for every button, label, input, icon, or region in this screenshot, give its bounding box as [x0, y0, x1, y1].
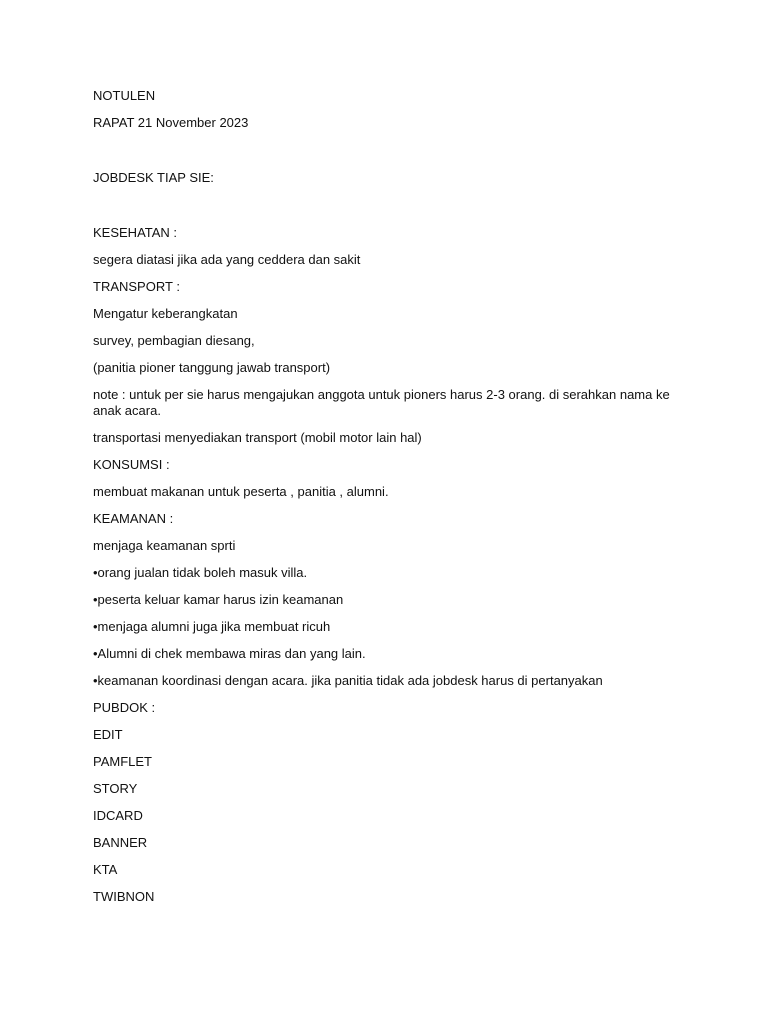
keamanan-bullet-5: •keamanan koordinasi dengan acara. jika panitia tidak ada jobdesk harus di pertanyakan: [93, 673, 603, 688]
section-heading-konsumsi: KONSUMSI :: [93, 457, 170, 472]
pubdok-item-story: STORY: [93, 781, 138, 796]
section-heading-pubdok: PUBDOK :: [93, 700, 156, 715]
keamanan-bullet-2: •peserta keluar kamar harus izin keamanan: [93, 592, 344, 607]
konsumsi-text: membuat makanan untuk peserta , panitia , alumni.: [93, 484, 389, 499]
kesehatan-text: segera diatasi jika ada yang ceddera dan sakit: [93, 252, 361, 267]
pubdok-item-pamflet: PAMFLET: [93, 754, 152, 769]
transport-text-1: Mengatur keberangkatan: [93, 306, 238, 321]
section-heading-kesehatan: KESEHATAN :: [93, 225, 178, 240]
pubdok-item-banner: BANNER: [93, 835, 148, 850]
keamanan-bullet-1: •orang jualan tidak boleh masuk villa.: [93, 565, 308, 580]
keamanan-intro: menjaga keamanan sprti: [93, 538, 236, 553]
pubdok-item-kta: KTA: [93, 862, 118, 877]
section-heading-transport: TRANSPORT :: [93, 279, 180, 294]
transport-text-4: transportasi menyediakan transport (mobil motor lain hal): [93, 430, 422, 445]
transport-note: note : untuk per sie harus mengajukan anggota untuk pioners harus 2-3 orang. di serahkan nama ke anak acara.: [93, 387, 674, 418]
document-body: [93, 88, 683, 905]
transport-text-2: survey, pembagian diesang,: [93, 333, 255, 348]
meeting-date: RAPAT 21 November 2023: [93, 115, 249, 130]
pubdok-item-edit: EDIT: [93, 727, 123, 742]
pubdok-item-idcard: IDCARD: [93, 808, 143, 823]
doc-title: NOTULEN: [93, 88, 156, 103]
section-heading-keamanan: KEAMANAN :: [93, 511, 174, 526]
section-heading-jobdesk: JOBDESK TIAP SIE:: [93, 170, 214, 185]
keamanan-bullet-4: •Alumni di chek membawa miras dan yang lain.: [93, 646, 366, 661]
transport-text-3: (panitia pioner tanggung jawab transport): [93, 360, 331, 375]
keamanan-bullet-3: •menjaga alumni juga jika membuat ricuh: [93, 619, 331, 634]
pubdok-item-twibnon: TWIBNON: [93, 889, 155, 904]
